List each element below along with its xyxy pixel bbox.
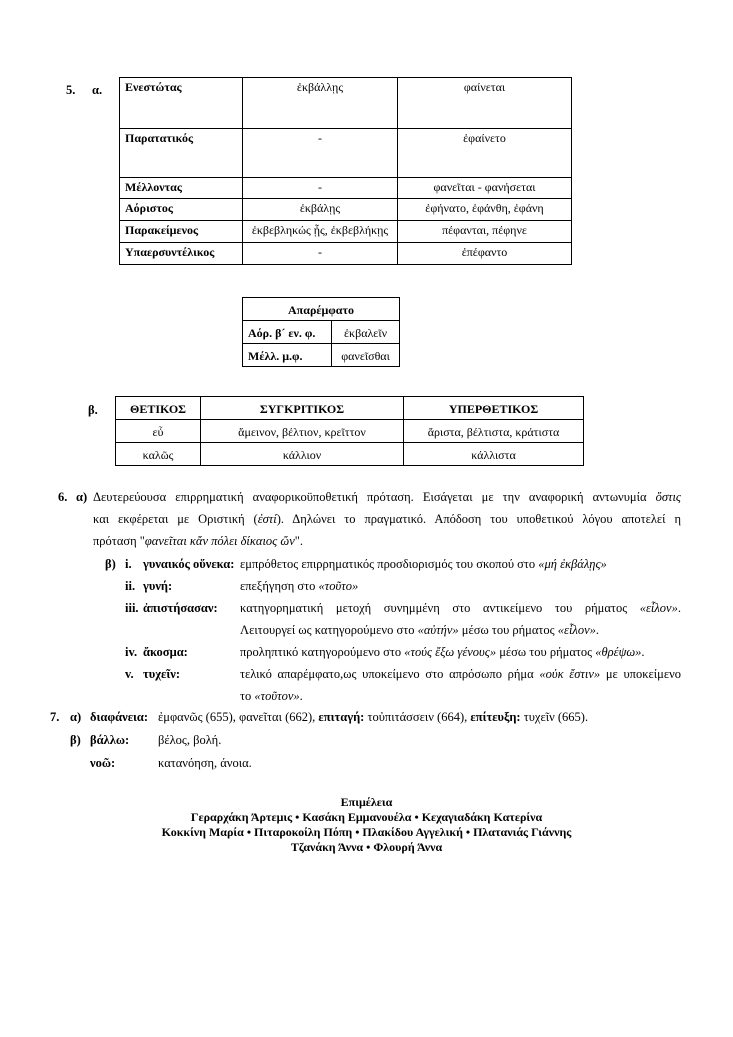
- table-row: [116, 443, 584, 466]
- form-cell: ἐκβάλλῃς: [243, 78, 398, 129]
- paragraph-line: και εκφέρεται με Οριστική (ἐστί). Δηλώνει το πραγματικό. Απόδοση του υποθετικού λόγου αποτελεί η: [93, 512, 681, 526]
- section-7b-row: [90, 752, 700, 774]
- item-description: εμπρόθετος επιρρηματικός προσδιορισμός του σκοπού στο «μή ἐκβάλῃς»: [240, 557, 607, 571]
- degree-cell: ἄμεινον, βέλτιον, κρεῖττον: [201, 420, 404, 443]
- section-5a-label: α.: [92, 83, 103, 97]
- infinitive-table: [242, 297, 400, 367]
- item-description: ἐμφανῶς (655), φανεῖται (662), επιταγή: τοὐπιτάσσειν (664), επίτευξη: τυχεῖν (665).: [158, 710, 589, 724]
- item-description: επεξήγηση στο «τοῦτο»: [240, 579, 359, 593]
- paragraph-line: Δευτερεύουσα επιρρηματική αναφορικοϋποθετική πρόταση. Εισάγεται με την αναφορική αντωνυμία ὅστις: [93, 490, 681, 504]
- credits-line: Γεραρχάκη Άρτεμις • Κασάκη Εμμανουέλα • Κεχαγιαδάκη Κατερίνα: [190, 810, 543, 824]
- section-6a-label: α): [76, 490, 88, 504]
- degree-cell: εὖ: [116, 420, 201, 443]
- form-cell: -: [243, 129, 398, 178]
- item-numeral: ii.: [125, 579, 136, 593]
- form-cell: πέφανται, πέφηνε: [398, 221, 572, 243]
- item-description: τελικό απαρέμφατο,ως υποκείμενο στο απρόσωπο ρήμα «οὐκ ἔστιν» με υποκείμενο το «τοῦτον».: [240, 667, 681, 703]
- comparison-table: [115, 396, 584, 466]
- degree-cell: κάλλιστα: [404, 443, 584, 466]
- table-row: [120, 199, 572, 221]
- infinitive-label-cell: Μέλλ. μ.φ.: [243, 344, 332, 367]
- credits-line: Τζανάκη Άννα • Φλουρή Άννα: [290, 840, 443, 854]
- analysis-item: [105, 663, 705, 707]
- item-term: γυναικός οὕνεκα:: [143, 557, 235, 571]
- credits-title: Επιμέλεια: [340, 795, 393, 809]
- table-row: [243, 344, 400, 367]
- form-cell: -: [243, 178, 398, 199]
- infinitive-form-cell: ἐκβαλεῖν: [332, 321, 400, 344]
- tense-label-cell: Μέλλοντας: [120, 178, 243, 199]
- section-7a-label: α): [70, 710, 82, 724]
- section-7b-label: β): [70, 733, 81, 747]
- item-term: γυνή:: [143, 579, 173, 593]
- tense-label-cell: Ενεστώτας: [120, 78, 243, 129]
- tense-label-cell: Αόριστος: [120, 199, 243, 221]
- infinitive-form-cell: φανεῖσθαι: [332, 344, 400, 367]
- degree-header-cell: ΥΠΕΡΘΕΤΙΚΟΣ: [404, 397, 584, 420]
- degree-cell: καλῶς: [116, 443, 201, 466]
- table-row: [120, 243, 572, 265]
- item-numeral: iii.: [125, 601, 139, 615]
- degree-cell: κάλλιον: [201, 443, 404, 466]
- item-term: βάλλω:: [90, 733, 130, 747]
- section-6b-label: β): [105, 557, 116, 571]
- table-row: [120, 78, 572, 129]
- table-row: [120, 221, 572, 243]
- analysis-item: [105, 597, 705, 641]
- table-row: [120, 178, 572, 199]
- credits-block: [0, 795, 733, 855]
- item-description: κατηγορηματική μετοχή συνημμένη στο αντικείμενο του ρήματος «εἷλον». Λειτουργεί ως κατηγορούμενο στο «αὐτήν» μέσω του ρήματος «εἷλον».: [240, 601, 681, 637]
- item-description: προληπτικό κατηγορούμενο στο «τούς ἔξω γένους» μέσω του ρήματος «θρέψω».: [240, 645, 645, 659]
- form-cell: -: [243, 243, 398, 265]
- section-7-number: 7.: [50, 710, 60, 724]
- form-cell: φανεῖται - φανήσεται: [398, 178, 572, 199]
- paragraph-line: πρόταση "φανεῖται κἄν πόλει δίκαιος ὤν".: [93, 534, 303, 548]
- verb-tense-table: [119, 77, 572, 265]
- table-header-row: [116, 397, 584, 420]
- section-6a-paragraph: [93, 486, 681, 552]
- credits-line: Κοκκίνη Μαρία • Πιταροκοίλη Πόπη • Πλακίδου Αγγελική • Πλατανιάς Γιάννης: [161, 825, 572, 839]
- tense-label-cell: Παρατατικός: [120, 129, 243, 178]
- section-6-number: 6.: [58, 490, 68, 504]
- tense-label-cell: Παρακείμενος: [120, 221, 243, 243]
- item-numeral: iv.: [125, 645, 138, 659]
- analysis-item: [105, 641, 705, 663]
- item-term: τυχεῖν:: [143, 667, 180, 681]
- item-description: κατανόηση, άνοια.: [158, 756, 252, 770]
- section-5b-label: β.: [88, 403, 98, 417]
- section-7a-row: [50, 706, 700, 728]
- table-row: [243, 321, 400, 344]
- table-row: [116, 420, 584, 443]
- form-cell: ἐφήνατο, ἐφάνθη, ἐφάνη: [398, 199, 572, 221]
- form-cell: ἐκβεβληκώς ᾖς, ἐκβεβλήκῃς: [243, 221, 398, 243]
- tense-label-cell: Υπαερσυντέλικος: [120, 243, 243, 265]
- infinitive-header-cell: Απαρέμφατο: [243, 298, 400, 321]
- form-cell: ἐφαίνετο: [398, 129, 572, 178]
- form-cell: ἐκβάλῃς: [243, 199, 398, 221]
- item-description: βέλος, βολή.: [158, 733, 222, 747]
- degree-header-cell: ΣΥΓΚΡΙΤΙΚΟΣ: [201, 397, 404, 420]
- table-row: [120, 129, 572, 178]
- item-term: διαφάνεια:: [90, 710, 149, 724]
- item-numeral: i.: [125, 557, 132, 571]
- form-cell: ἐπέφαντο: [398, 243, 572, 265]
- section-7b-row: [70, 729, 700, 751]
- analysis-item: [105, 553, 705, 575]
- analysis-item: [105, 575, 705, 597]
- infinitive-label-cell: Αόρ. β´ εν. φ.: [243, 321, 332, 344]
- item-term: ἄκοσμα:: [143, 645, 188, 659]
- section-5-number: 5.: [66, 83, 76, 97]
- degree-header-cell: ΘΕΤΙΚΟΣ: [116, 397, 201, 420]
- item-term: ἀπιστήσασαν:: [143, 601, 218, 615]
- item-numeral: v.: [125, 667, 134, 681]
- item-term: νοῶ:: [90, 756, 116, 770]
- table-row: [243, 298, 400, 321]
- degree-cell: ἄριστα, βέλτιστα, κράτιστα: [404, 420, 584, 443]
- form-cell: φαίνεται: [398, 78, 572, 129]
